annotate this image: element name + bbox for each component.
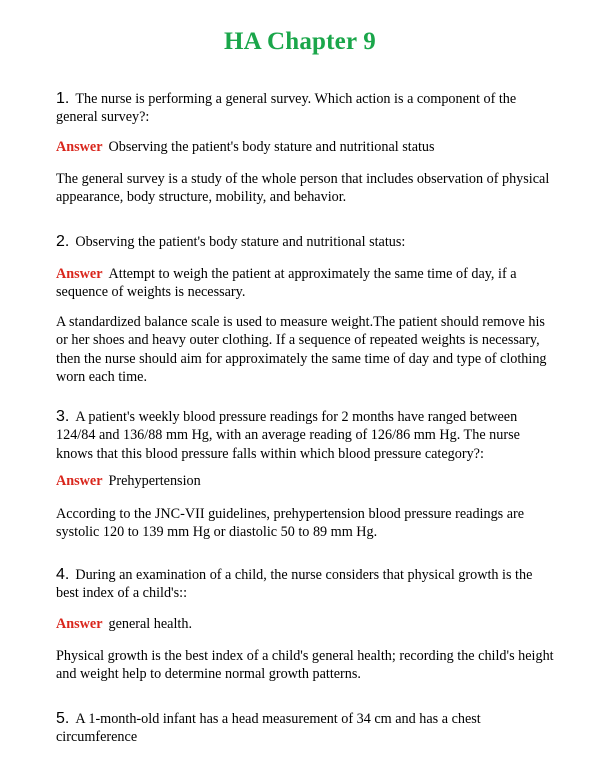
question-5 <box>56 710 556 747</box>
answer-2 <box>56 265 556 302</box>
explanation-4: Physical growth is the best index of a child's general health; recording the child's height and weight help to determine normal growth patterns. <box>56 648 554 683</box>
answer-1 <box>56 138 556 156</box>
question-text: Observing the patient's body stature and nutritional status: <box>75 234 406 250</box>
page-title: HA Chapter 9 <box>224 28 376 55</box>
explanation-2: A standardized balance scale is used to measure weight.The patient should remove his or her shoes and heavy outer clothing. If a sequence of repeated weights is necessary, then the nurse should aim for approximately the same time of day and type of clothing worn each time. <box>56 314 547 386</box>
question-text: The nurse is performing a general survey. Which action is a component of the general survey?: <box>56 91 517 126</box>
answer-label: Answer <box>56 473 103 489</box>
question-number: 3. <box>56 408 70 425</box>
answer-label: Answer <box>56 139 103 155</box>
explanation-3: According to the JNC-VII guidelines, prehypertension blood pressure readings are systolic 120 to 139 mm Hg or diastolic 50 to 89 mm Hg. <box>56 506 525 541</box>
answer-text: general health. <box>108 616 193 632</box>
question-2 <box>56 233 556 251</box>
question-number: 5. <box>56 710 70 727</box>
answer-4 <box>56 615 556 633</box>
question-text: A 1-month-old infant has a head measurement of 34 cm and has a chest circumference <box>56 711 481 746</box>
question-4 <box>56 566 556 603</box>
question-3 <box>56 408 556 463</box>
question-number: 2. <box>56 233 70 250</box>
answer-text: Observing the patient's body stature and nutritional status <box>108 139 435 155</box>
answer-label: Answer <box>56 616 103 632</box>
question-number: 4. <box>56 566 70 583</box>
answer-text: Prehypertension <box>108 473 201 489</box>
question-text: During an examination of a child, the nurse considers that physical growth is the best index of a child's:: <box>56 567 533 602</box>
question-text: A patient's weekly blood pressure readings for 2 months have ranged between 124/84 and 136/88 mm Hg, with an average reading of 126/86 mm Hg. The nurse knows that this blood pressure falls within which blood pressure category?: <box>56 409 520 462</box>
answer-label: Answer <box>56 266 103 282</box>
explanation-1: The general survey is a study of the whole person that includes observation of physical appearance, body structure, mobility, and behavior. <box>56 171 550 206</box>
answer-text: Attempt to weigh the patient at approximately the same time of day, if a sequence of weights is necessary. <box>56 266 517 301</box>
question-1 <box>56 90 556 127</box>
answer-3 <box>56 472 556 490</box>
question-number: 1. <box>56 90 70 107</box>
